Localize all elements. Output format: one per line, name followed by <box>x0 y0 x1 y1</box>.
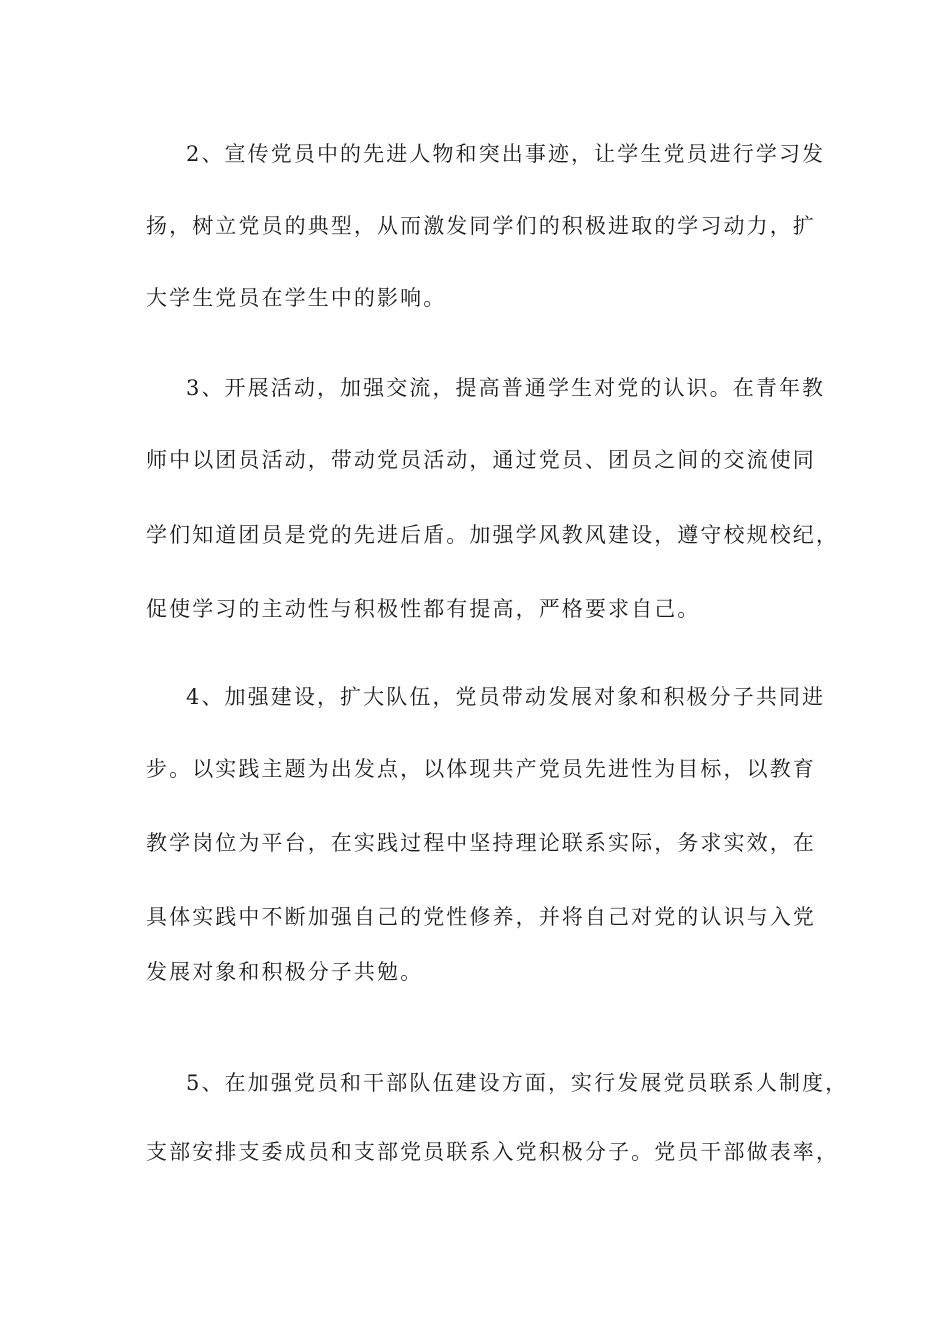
paragraph-5-line-2: 支部安排支委成员和支部党员联系入党积极分子。党员干部做表率， <box>146 1140 839 1164</box>
paragraph-3-line-2: 师中以团员活动，带动党员活动，通过党员、团员之间的交流使同 <box>146 448 816 472</box>
paragraph-4-line-2: 步。以实践主题为出发点，以体现共产党员先进性为目标，以教育 <box>146 757 816 781</box>
paragraph-2-line-3: 大学生党员在学生中的影响。 <box>146 286 447 310</box>
paragraph-3-line-4: 促使学习的主动性与积极性都有提高，严格要求自己。 <box>146 597 701 621</box>
paragraph-4-line-1: 4、加强建设，扩大队伍，党员带动发展对象和积极分子共同进 <box>186 685 826 709</box>
paragraph-4-line-4: 具体实践中不断加强自己的党性修养，并将自己对党的认识与入党 <box>146 905 816 929</box>
paragraph-4-line-3: 教学岗位为平台，在实践过程中坚持理论联系实际，务求实效，在 <box>146 831 816 855</box>
paragraph-2-line-1: 2、宣传党员中的先进人物和突出事迹，让学生党员进行学习发 <box>186 142 826 166</box>
paragraph-3-line-3: 学们知道团员是党的先进后盾。加强学风教风建设，遵守校规校纪， <box>146 523 839 547</box>
paragraph-5-line-1: 5、在加强党员和干部队伍建设方面，实行发展党员联系人制度， <box>186 1071 849 1095</box>
paragraph-3-line-1: 3、开展活动，加强交流，提高普通学生对党的认识。在青年教 <box>186 376 826 400</box>
paragraph-2-line-2: 扬，树立党员的典型，从而激发同学们的积极进取的学习动力，扩 <box>146 214 816 238</box>
paragraph-4-line-5: 发展对象和积极分子共勉。 <box>146 960 424 984</box>
